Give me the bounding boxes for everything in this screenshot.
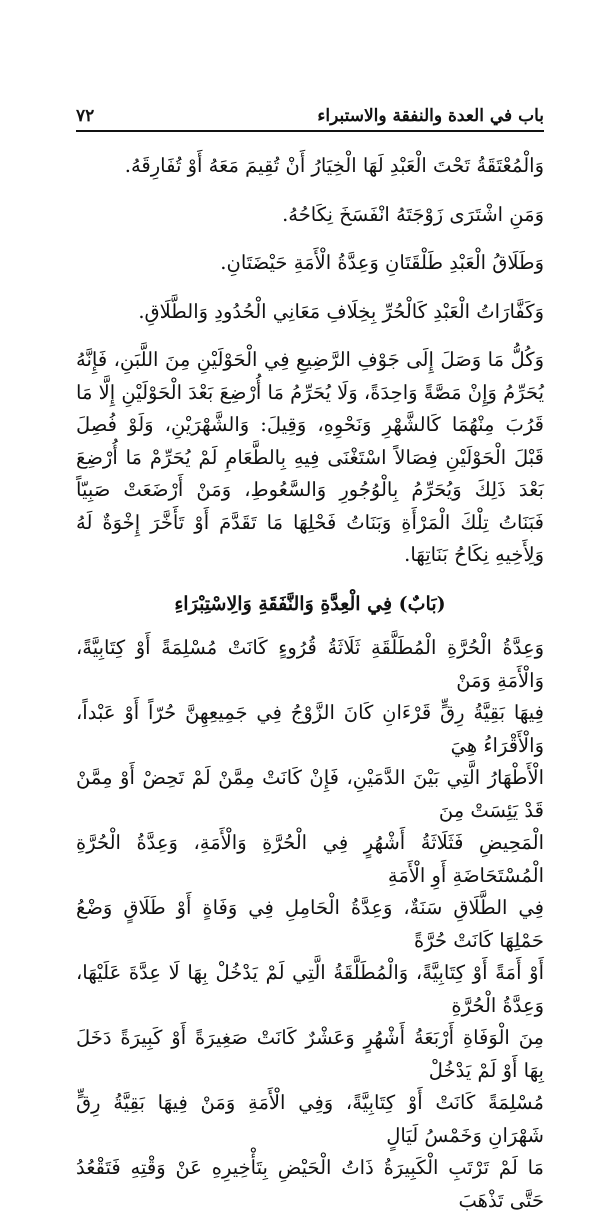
text-line: مُسْلِمَةً كَانَتْ أَوْ كِتَابِيَّةً، وَفِي الْأَمَةِ وَمَنْ فِيهَا بَقِيَّةُ رِقٍّ شَهْرَانِ وَخَمْسُ لَيَالٍ — [76, 1091, 544, 1147]
text-line: مَا لَمْ تَرْتَبِ الْكَبِيرَةُ ذَاتُ الْحَيْضِ بِتَأْخِيرِهِ عَنْ وَقْتِهِ فَتَقْعُدُ حَتَّى تَذْهَبَ — [76, 1156, 544, 1212]
running-header — [76, 96, 544, 126]
page-number: ٧٢ — [76, 106, 95, 126]
paragraph: وَالْمُعْتَقَةُ تَحْتَ الْعَبْدِ لَهَا الْخِيَارُ أَنْ تُقِيمَ مَعَهُ أَوْ تُفَارِقَهُ. — [124, 154, 544, 177]
paragraph: وَطَلَاقُ الْعَبْدِ طَلْقَتَانِ وَعِدَّةُ الْأَمَةِ حَيْضَتَانِ. — [220, 251, 544, 274]
header-divider — [76, 130, 544, 132]
text-line: فِيهَا بَقِيَّةُ رِقٍّ قَرْءَانِ كَانَ الزَّوْجُ فِي جَمِيعِهِنَّ حُرّاً أَوْ عَبْداً، وَالْأَقْرَاءُ هِيَ — [76, 701, 544, 757]
text-line: الْمَحِيضِ فَثَلَاثَةُ أَشْهُرٍ فِي الْحُرَّةِ وَالْأَمَةِ، وَعِدَّةُ الْحُرَّةِ الْمُسْتَحَاضَةِ أَوِ الْأَمَةِ — [76, 831, 544, 887]
page-body — [76, 150, 544, 1217]
section-heading: (بَابٌ) فِي الْعِدَّةِ وَالنَّفَقَةِ وَالِاسْتِبْرَاءِ — [174, 592, 446, 615]
text-line: فِي الطَّلَاقِ سَنَةٌ، وَعِدَّةُ الْحَامِلِ فِي وَفَاةٍ أَوْ طَلَاقٍ وَضْعُ حَمْلِهَا كَانَتْ حُرَّةً — [76, 896, 544, 952]
paragraph: وَمَنِ اشْتَرَى زَوْجَتَهُ انْفَسَخَ نِكَاحُهُ. — [282, 202, 544, 226]
section-text — [76, 632, 544, 1217]
text-line: مِنَ الْوَفَاةِ أَرْبَعَةُ أَشْهُرٍ وَعَشْرٌ كَانَتْ صَغِيرَةً أَوْ كَبِيرَةً دَخَلَ بِهَا أَوْ لَمْ يَدْخُلْ — [76, 1026, 544, 1082]
text-line: الْأَطْهَارُ الَّتِي بَيْنَ الدَّمَيْنِ، فَإِنْ كَانَتْ مِمَّنْ لَمْ تَحِضْ أَوْ مِمَّنْ قَدْ يَئِسَتْ مِنَ — [76, 766, 544, 822]
paragraph: وَكَفَّارَاتُ الْعَبْدِ كَالْحُرِّ بِخِلَافِ مَعَانِي الْحُدُودِ وَالطَّلَاقِ. — [138, 299, 544, 323]
text-line: أَوْ أَمَةً أَوْ كِتَابِيَّةً، وَالْمُطَلَّقَةُ الَّتِي لَمْ يَدْخُلْ بِهَا لَا عِدَّةَ عَلَيْهَا، وَعِدَّةُ الْحُرَّةِ — [76, 961, 544, 1017]
header-title: باب في العدة والنفقة والاستبراء — [317, 106, 544, 126]
text-line: وَعِدَّةُ الْحُرَّةِ الْمُطَلَّقَةِ ثَلَاثَةُ قُرُوءٍ كَانَتْ مُسْلِمَةً أَوْ كِتَابِيَّةً، وَالْأَمَةِ وَمَنْ — [76, 636, 544, 692]
paragraph: وَكُلُّ مَا وَصَلَ إِلَى جَوْفِ الرَّضِيعِ فِي الْحَوْلَيْنِ مِنَ اللَّبَنِ، فَإِنَّهُ يُحَرِّمُ وَإِنْ مَصَّةً وَاحِدَةً، وَلَا يُحَرِّمُ مَا أُرْضِعَ بَعْدَ الْحَوْلَيْنِ إِلَّا مَا قَرُبَ مِنْهُمَا كَالشَّهْرِ وَنَحْوِهِ، وَقِيلَ: وَالشَّهْرَيْنِ، وَلَوْ فُصِلَ قَبْلَ الْحَوْلَيْنِ فِصَالاً اسْتَغْنَى فِيهِ بِالطَّعَامِ لَمْ يُحَرِّمْ مَا أُرْضِعَ بَعْدَ ذَلِكَ وَيُحَرِّمُ بِالْوُجُورِ وَالسَّعُوطِ، وَمَنْ أَرْضَعَتْ صَبِيّاً فَبَنَاتُ تِلْكَ الْمَرْأَةِ وَبَنَاتُ فَحْلِهَا مَا تَقَدَّمَ أَوْ تَأَخَّرَ إِخْوَةٌ لَهُ وَلِأَخِيهِ نِكَاحُ بَنَاتِهَا. — [76, 348, 544, 566]
